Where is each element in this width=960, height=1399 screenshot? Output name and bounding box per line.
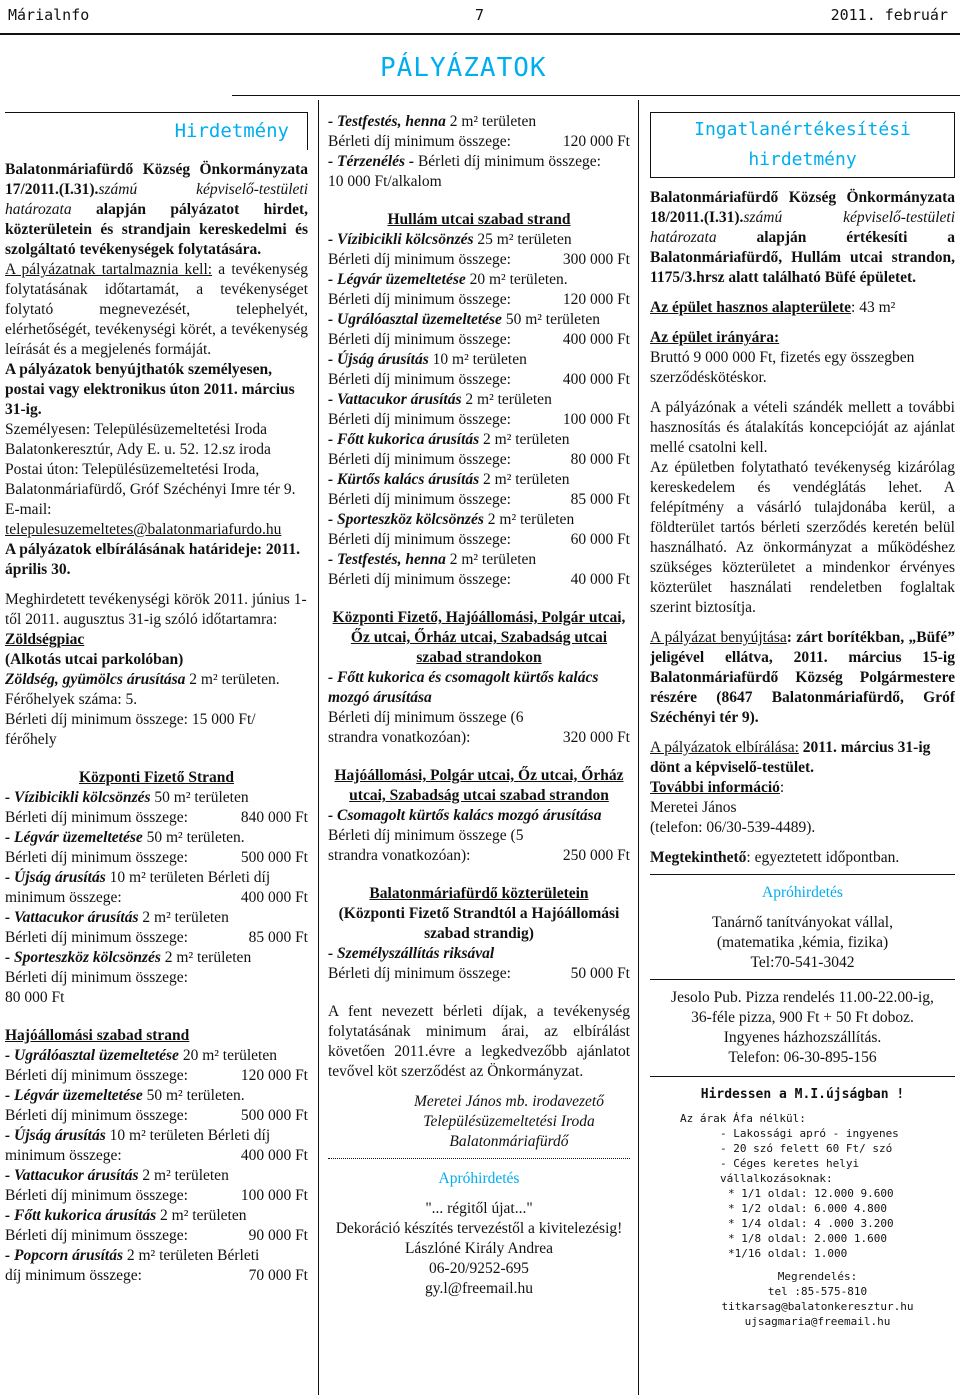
order-email-2[interactable]: ujsagmaria@freemail.hu [744,1315,891,1328]
signature-name: Meretei János mb. irodavezető [414,1093,604,1110]
personal-address: Személyesen: Településüzemeltetési Iroda Balatonkeresztúr, Ady E. u. 52. 12.sz iroda [5,421,271,458]
ad-price-line: - Céges keretes helyi vállalkozásoknak: [720,1157,860,1185]
ingatlan-title-line2: hirdetmény [748,149,857,170]
hirdetmeny-title: Hirdetmény [5,112,308,150]
apro-slogan: "... régitől újat..." [425,1200,533,1217]
page-header [0,0,960,32]
zoldseg-item: Zöldség, gyümölcs árusítása 2 m² területen. [5,671,280,688]
ha-item: - Csomagolt kürtős kalács mozgó árusítása [328,807,602,824]
ingatlan-intro: Balatonmáriafürdő Község Önkormányzata 18/2011.(I.31).számú képviselő-testületi határozata alapján értékesíti a Balatonmáriafürdő, Hullám utcai strandon, 1175/3.hrsz alatt található Büfé épületet. [650,189,955,286]
listing-item: - Sporteszköz kölcsönzés 2 m² területen [328,511,575,528]
deadline: A pályázatok elbírálásának határideje: 2011. április 30. [5,541,300,578]
email-link[interactable]: telepulesuzemeltetes@balatonmariafurdo.hu [5,521,282,538]
hirdetmeny-intro: Balatonmáriafürdő Község Önkormányzata 17/2011.(I.31).számú képviselő-testületi határozata alapján pályázatot hirdet, közterületein és strandjain kereskedelmi és szolgáltató tevékenységek folytatására. [5,161,308,258]
page-title: PÁLYÁZATOK [380,53,547,83]
ad-price-line: - 20 szó felett 60 Ft/ szó [720,1142,893,1155]
listing-price-row: Bérleti díj minimum összege: 80 000 Ft [328,451,630,468]
riksa-price-row: Bérleti díj minimum összege: 50 000 Ft [328,965,630,982]
left-column [5,112,308,1397]
listing-item: - Térzenélés - Bérleti díj minimum összege: [328,153,601,170]
submission-info: A pályázatok benyújthatók személyesen, postai vagy elektronikus úton 2011. március 31-ig. [5,361,295,418]
section-kozponti-fizeto-strand: Központi Fizető Strand [79,769,234,786]
listing-price-row: díj minimum összege: 70 000 Ft [5,1267,308,1284]
title-rule [232,95,960,96]
concept-text: A pályázónak a vételi szándék mellett a további hasznosítás és átalakítás koncepcióját az ajánlat mellé csatolni kell. [650,399,955,456]
listing-price-row: Bérleti díj minimum összege: 85 000 Ft [328,491,630,508]
section-kozteruletek: Balatonmáriafürdő közterületein [369,885,589,902]
listing-item: - Újság árusítás 10 m² területen Bérleti díj [5,1127,271,1144]
apro-phone: 06-20/9252-695 [429,1260,529,1277]
kf-price-row: Bérleti díj minimum összege (6 strandra vonatkozóan): 320 000 Ft [328,709,630,746]
evaluation-text: A pályázatok elbírálása: 2011. március 31-ig dönt a képviselő-testület. [650,739,931,776]
listing-item: - Vattacukor árusítás 2 m² területen [5,1167,229,1184]
tutor-ad-2: (matematika ,kémia, fizika) [716,934,889,951]
listing-item: - Légvár üzemeltetése 20 m² területen. [328,271,568,288]
tutor-ad-phone: Tel:70-541-3042 [750,954,855,971]
places-count: Férőhelyek száma: 5. [5,691,138,708]
email-line: E-mail: telepulesuzemeltetes@balatonmariafurdo.hu [5,501,282,538]
listing-price-row: minimum összege: 400 000 Ft [5,1147,308,1164]
info-phone: (telefon: 06/30-539-4489). [650,819,816,836]
listing-price-label: Bérleti díj minimum összege: [5,969,188,986]
listing-item: - Ugrálóasztal üzemeltetése 50 m² területen [328,311,600,328]
ad-price-line: - Lakossági apró - ingyenes [720,1127,899,1140]
listing-item: - Vattacukor árusítás 2 m² területen [328,391,552,408]
right-divider-3 [650,1076,955,1077]
listing-item: - Légvár üzemeltetése 50 m² területen. [5,1087,245,1104]
kf-item: - Főtt kukorica és csomagolt kürtős kalács mozgó árusítása [328,669,599,706]
section-hajoallomasi-strand: Hajóállomási szabad strand [5,1027,190,1044]
listing-item: - Ugrálóasztal üzemeltetése 20 m² területen [5,1047,277,1064]
listing-price-row: Bérleti díj minimum összege: 500 000 Ft [5,1107,308,1124]
section2-list [5,1046,308,1286]
ad-price-lines [680,1111,955,1261]
listing-item: - Kürtős kalács árusítás 2 m² területen [328,471,570,488]
ad-title: Hirdessen a M.I.újságban ! [700,1087,905,1102]
listing-item: - Popcorn árusítás 2 m² területen Bérleti [5,1247,260,1264]
listing-price-row: Bérleti díj minimum összege: 60 000 Ft [328,531,630,548]
listing-price-row: Bérleti díj minimum összege: 400 000 Ft [328,371,630,388]
section-hajoallomasi-multi: Hajóállomási, Polgár utcai, Őz utcai, Őrház utcai, Szabadság utcai szabad strandon [334,767,624,804]
postal-address: Postai úton: Településüzemeltetési Iroda, Balatonmáriafürdő, Gróf Széchényi Imre tér 9. [5,461,296,498]
order-email-1[interactable]: titkarsag@balatonkeresztur.hu [721,1300,914,1313]
middle-column [328,112,630,1397]
listing-price-row: Bérleti díj minimum összege: 300 000 Ft [328,251,630,268]
zoldsegpiac-location: (Alkotás utcai parkolóban) [5,651,184,668]
listing-price-row: Bérleti díj minimum összege: 100 000 Ft [328,411,630,428]
listing-item: - Sporteszköz kölcsönzés 2 m² területen [5,949,252,966]
listing-item: - Vízibicikli kölcsönzés 25 m² területen [328,231,572,248]
signature-place: Balatonmáriafürdő [449,1133,569,1150]
jesolo-line1: Jesolo Pub. Pizza rendelés 11.00-22.00-ig, [671,989,934,1006]
tutor-ad-1: Tanárnő tanítványokat vállal, [712,914,893,931]
jesolo-line2: 36-féle pizza, 900 Ft + 50 Ft doboz. [691,1009,914,1026]
apro-title-right: Apróhirdetés [762,884,843,901]
listing-price: 80 000 Ft [5,989,65,1006]
order-phone: tel :85-575-810 [767,1285,868,1298]
building-price: Bruttó 9 000 000 Ft, fizetés egy összegben szerződéskötéskor. [650,349,915,386]
ad-price-line: * 1/4 oldal: 4 .000 3.200 [728,1217,894,1230]
submission-text: A pályázat benyújtása: zárt borítékban, „Büfé” jeligével ellátva, 2011. március 15-ig Balatonmáriafürdő Község Polgármestere részére (8647 Balatonmáriafürdő, Gróf Széchényi tér 9). [650,629,955,726]
zoldsegpiac-title: Zöldségpiac [5,631,85,648]
listing-item: - Főtt kukorica árusítás 2 m² területen [328,431,570,448]
ad-price-line: * 1/8 oldal: 2.000 1.600 [728,1232,887,1245]
activity-text: Az épületben folytatható tevékenység kizárólag kereskedelem és vendéglátás lehet. A felépítmény a vásárló tulajdonába kerül, a földterület tartós bérleti szerződés keretén belül használható. Az önkormányzat a működéshez szükséges közterületet a mindenkor érvényes közterület használati rendeletben foglaltak szerint biztosítja. [650,459,955,616]
column-divider-right [638,100,639,1395]
section-kozponti-fizeto-multi: Központi Fizető, Hajóállomási, Polgár utcai, Őz utcai, Őrház utcai, Szabadság utcai szabad strandokon [332,609,626,666]
listing-price-row: minimum összege: 400 000 Ft [5,889,308,906]
ad-prices [650,1105,955,1329]
ingatlan-title-box [650,112,955,178]
apro-email[interactable]: gy.l@freemail.hu [425,1280,533,1297]
listing-item: - Újság árusítás 10 m² területen [328,351,527,368]
dotted-divider [328,1158,630,1159]
ad-price-line: * 1/2 oldal: 6.000 4.800 [728,1202,887,1215]
listing-price-row: Bérleti díj minimum összege: 100 000 Ft [5,1187,308,1204]
middle-top-list [328,112,630,192]
jesolo-phone: Telefon: 06-30-895-156 [728,1049,877,1066]
building-price-label: Az épület irányára: [650,329,780,346]
section1-list [5,788,308,1008]
hullam-list [328,230,630,590]
fee-note: A fent nevezett bérleti díjak, a tevékenység folytatásának minimum árai, az elbírálást követően 2011.évre a legkedvezőbb ajánlatot tevővel köt szerződést az Önkormányzat. [328,1003,630,1080]
requirements: A pályázatnak tartalmaznia kell: a tevékenység folytatásának időtartamát, a tevékenységet folytató megnevezését, telephelyét, elérhetőségét, tevékenységi körét, a tevékenység leírását és a megjelenés formáját. [5,261,308,358]
right-column [650,112,955,1397]
listing-price-row: Bérleti díj minimum összege: 840 000 Ft [5,809,308,826]
ingatlan-title-line1: Ingatlanértékesítési [694,119,911,140]
ad-price-line: Az árak Áfa nélkül: [680,1112,806,1125]
listing-item: - Főtt kukorica árusítás 2 m² területen [5,1207,247,1224]
ad-price-line: *1/16 oldal: 1.000 [728,1247,848,1260]
apro-contact-name: Lászlóné Király Andrea [404,1240,554,1257]
riksa-item: - Személyszállítás riksával [328,945,495,962]
header-date: 2011. február [830,6,948,24]
zoldseg-price: Bérleti díj minimum összege: 15 000 Ft/ férőhely [5,711,256,748]
listing-price-row: Bérleti díj minimum összege: 120 000 Ft [328,291,630,308]
listing-item: - Újság árusítás 10 m² területen Bérleti díj [5,869,271,886]
signature-office: Településüzemeltetési Iroda [423,1113,595,1130]
listing-price-row: Bérleti díj minimum összege: 90 000 Ft [5,1227,308,1244]
listing-item: - Vízibicikli kölcsönzés 50 m² területen [5,789,249,806]
listing-item: - Vattacukor árusítás 2 m² területen [5,909,229,926]
info-label: További információ: [650,779,785,796]
kozteruletek-sub: (Központi Fizető Strandtól a Hajóállomási szabad strandig) [338,905,620,942]
listing-price-row: Bérleti díj minimum összege: 400 000 Ft [328,331,630,348]
listing-price-row: Bérleti díj minimum összege: 120 000 Ft [328,133,630,150]
right-divider-2 [650,979,955,980]
header-page-number: 7 [475,6,485,24]
viewing-text: Megtekinthető: egyeztetett időpontban. [650,849,900,866]
order-title: Megrendelés: [777,1270,858,1283]
column-divider-left [318,100,319,1395]
apro-description: Dekoráció készítés tervezéstől a kivitelezésig! [335,1220,623,1237]
header-rule [0,33,960,35]
announced-text: Meghirdetett tevékenységi körök 2011. június 1-től 2011. augusztus 31-ig szóló időtartamra: [5,591,307,628]
listing-price-row: Bérleti díj minimum összege: 120 000 Ft [5,1067,308,1084]
listing-item: - Testfestés, henna 2 m² területen [328,113,537,130]
listing-item: - Testfestés, henna 2 m² területen [328,551,537,568]
right-divider-1 [650,874,955,875]
info-name: Meretei János [650,799,737,816]
listing-item: - Légvár üzemeltetése 50 m² területen. [5,829,245,846]
listing-price-row: Bérleti díj minimum összege: 85 000 Ft [5,929,308,946]
ad-price-line: * 1/1 oldal: 12.000 9.600 [728,1187,894,1200]
ha-price-row: Bérleti díj minimum összege (5 strandra vonatkozóan): 250 000 Ft [328,827,630,864]
listing-price: 10 000 Ft/alkalom [328,173,442,190]
header-publication: Márialnfo [8,6,90,24]
listing-price-row: Bérleti díj minimum összege: 500 000 Ft [5,849,308,866]
section-hullam-utcai-strand: Hullám utcai szabad strand [387,211,571,228]
listing-price-row: Bérleti díj minimum összege: 40 000 Ft [328,571,630,588]
apro-title-middle: Apróhirdetés [438,1170,520,1187]
building-area: Az épület hasznos alapterülete: 43 m² [650,299,896,316]
jesolo-line3: Ingyenes házhozszállítás. [723,1029,882,1046]
